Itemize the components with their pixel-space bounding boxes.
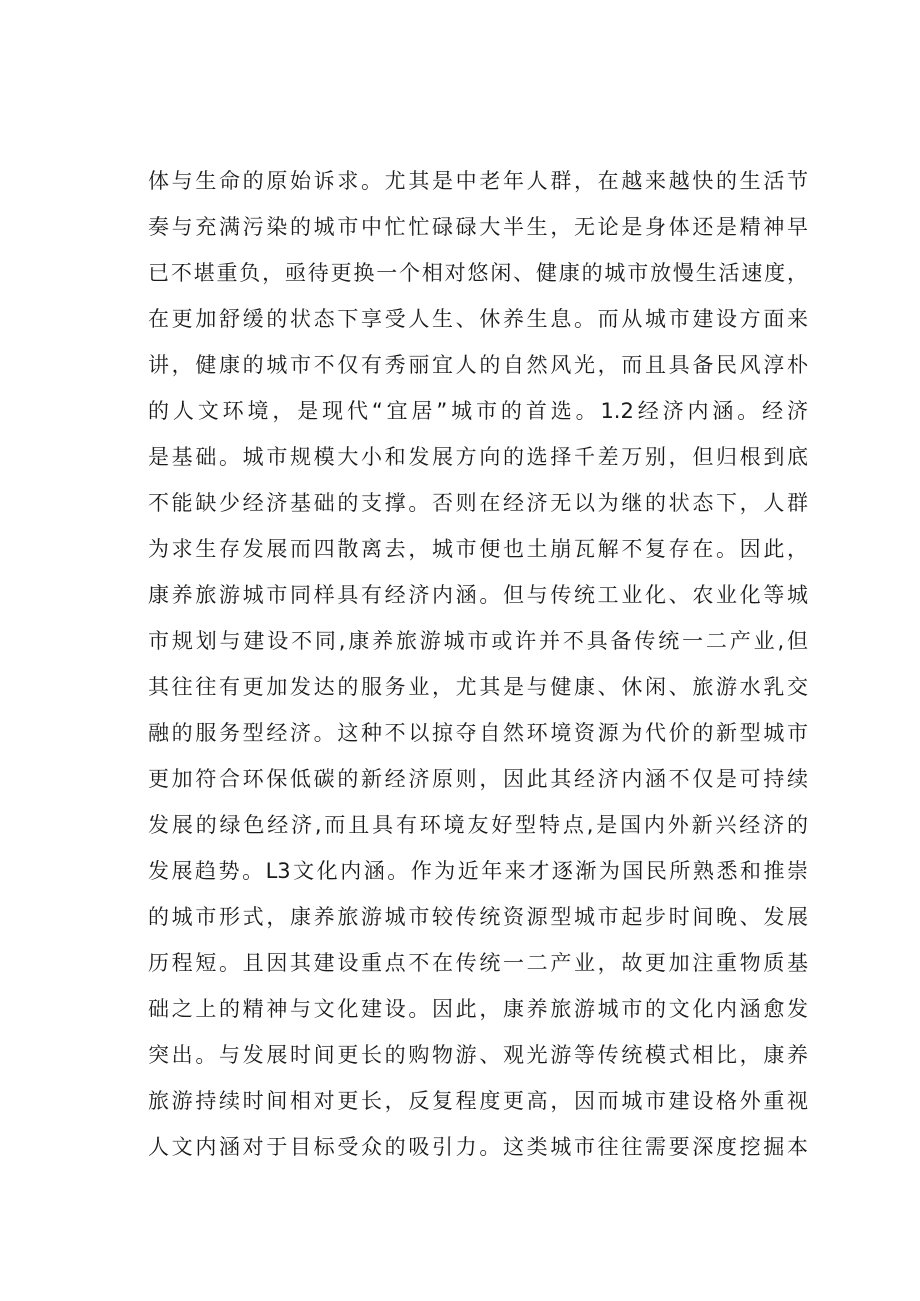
text-line-4: 在更加舒缓的状态下享受人生、休养生息。而从城市建设方面来 xyxy=(148,307,808,331)
text-line-11: 市规划与建设不同,康养旅游城市或许并不具备传统一二产业,但 xyxy=(148,629,808,653)
text-line-17: 的城市形式，康养旅游城市较传统资源型城市起步时间晚、发展 xyxy=(148,905,808,929)
text-line-15: 发展的绿色经济,而且具有环境友好型特点,是国内外新兴经济的 xyxy=(148,813,808,837)
text-line-19: 础之上的精神与文化建设。因此，康养旅游城市的文化内涵愈发 xyxy=(148,997,808,1021)
text-line-10: 康养旅游城市同样具有经济内涵。但与传统工业化、农业化等城 xyxy=(148,583,808,607)
text-line-6: 的人文环境，是现代“宜居”城市的首选。1.2经济内涵。经济 xyxy=(148,399,808,423)
text-line-20: 突出。与发展时间更长的购物游、观光游等传统模式相比，康养 xyxy=(148,1043,808,1067)
text-line-3: 已不堪重负，亟待更换一个相对悠闲、健康的城市放慢生活速度， xyxy=(148,261,808,285)
text-line-18: 历程短。且因其建设重点不在传统一二产业，故更加注重物质基 xyxy=(148,951,808,975)
text-line-14: 更加符合环保低碳的新经济原则，因此其经济内涵不仅是可持续 xyxy=(148,767,808,791)
text-line-5: 讲，健康的城市不仅有秀丽宜人的自然风光，而且具备民风淳朴 xyxy=(148,353,808,377)
text-line-7: 是基础。城市规模大小和发展方向的选择千差万别，但归根到底 xyxy=(148,445,808,469)
text-line-1: 体与生命的原始诉求。尤其是中老年人群，在越来越快的生活节 xyxy=(148,169,808,193)
text-line-22: 人文内涵对于目标受众的吸引力。这类城市往往需要深度挖掘本 xyxy=(148,1135,808,1159)
text-line-13: 融的服务型经济。这种不以掠夺自然环境资源为代价的新型城市 xyxy=(148,721,808,745)
text-line-8: 不能缺少经济基础的支撑。否则在经济无以为继的状态下，人群 xyxy=(148,491,808,515)
body-paragraph xyxy=(148,158,808,1170)
text-line-16: 发展趋势。L3文化内涵。作为近年来才逐渐为国民所熟悉和推崇 xyxy=(148,859,808,883)
text-line-21: 旅游持续时间相对更长，反复程度更高，因而城市建设格外重视 xyxy=(148,1089,808,1113)
text-line-9: 为求生存发展而四散离去，城市便也土崩瓦解不复存在。因此， xyxy=(148,537,808,561)
text-line-12: 其往往有更加发达的服务业，尤其是与健康、休闲、旅游水乳交 xyxy=(148,675,808,699)
text-line-2: 奏与充满污染的城市中忙忙碌碌大半生，无论是身体还是精神早 xyxy=(148,215,808,239)
